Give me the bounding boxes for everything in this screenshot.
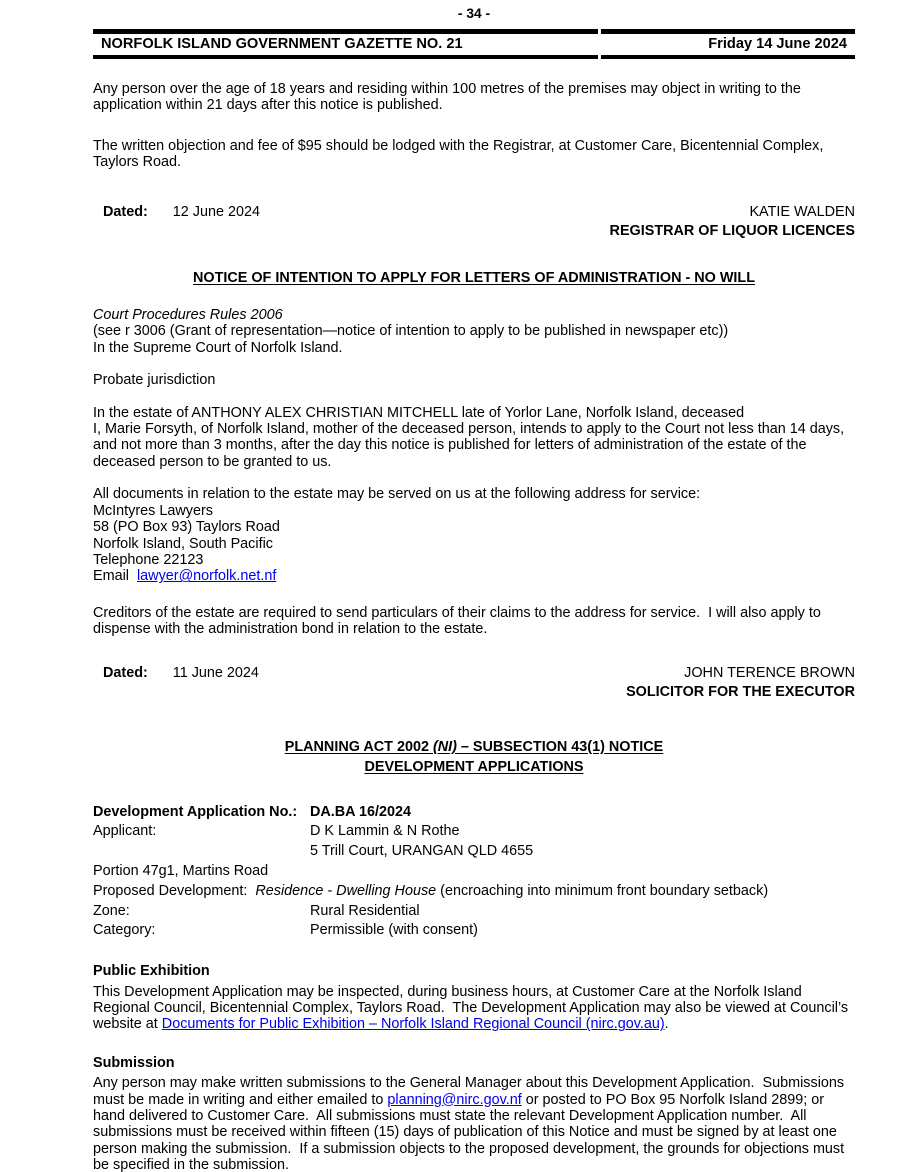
zone-row — [93, 902, 855, 922]
court-rules-block — [93, 307, 855, 356]
service-address-line: McIntyres Lawyers — [93, 502, 213, 519]
creditors-paragraph: Creditors of the estate are required to send particulars of their claims to the address for service. I will also apply to dispense with the administration bond in relation to the estate. — [93, 604, 825, 638]
service-address-intro: All documents in relation to the estate may be served on us at the following address for service: — [93, 486, 701, 503]
service-address-block — [93, 486, 855, 584]
liquor-signature-block — [93, 203, 855, 242]
court-rules-title: Court Procedures Rules 2006 — [93, 307, 283, 324]
public-exhibition-heading: Public Exhibition — [93, 963, 210, 980]
solicitor-signature-block — [93, 664, 855, 703]
liquor-signatory-name: KATIE WALDEN — [749, 203, 855, 220]
proposed-development-label: Proposed Development: — [93, 882, 256, 899]
applicant-value — [310, 822, 855, 862]
planning-act-heading: PLANNING ACT 2002 (NI) – SUBSECTION 43(1) NOTICE — [284, 738, 664, 755]
administration-intent-paragraph: I, Marie Forsyth, of Norfolk Island, mother of the deceased person, intends to apply to the Court not less than 14 days, and not more than 3 months, after the day this notice is published for letters of administration of the estate of the deceased person to be granted to us. — [93, 421, 849, 470]
proposed-development-line — [93, 882, 855, 902]
liquor-dated-row — [93, 203, 855, 223]
dated-label: Dated: — [103, 203, 148, 220]
proposed-development-note: (encroaching into minimum front boundary setback) — [436, 882, 769, 899]
development-applications-heading: DEVELOPMENT APPLICATIONS — [364, 758, 584, 775]
zone-value: Rural Residential — [310, 902, 420, 919]
supreme-court-line: In the Supreme Court of Norfolk Island. — [93, 339, 343, 356]
applicant-row — [93, 822, 855, 862]
submission-heading: Submission — [93, 1054, 175, 1071]
solicitor-dated-row — [93, 664, 855, 684]
da-number-value: DA.BA 16/2024 — [310, 803, 412, 820]
dated-value: 12 June 2024 — [172, 203, 261, 220]
probate-jurisdiction-line: Probate jurisdiction — [93, 372, 216, 389]
solicitor-signatory-name: JOHN TERENCE BROWN — [684, 664, 855, 681]
administration-notice-heading: NOTICE OF INTENTION TO APPLY FOR LETTERS OF ADMINISTRATION - NO WILL — [192, 269, 756, 286]
submission-email-link[interactable]: planning@nirc.gov.nf — [387, 1091, 522, 1108]
category-row — [93, 921, 855, 941]
liquor-objection-paragraph: Any person over the age of 18 years and residing within 100 metres of the premises may object in writing to the application within 21 days after this notice is published. — [93, 81, 805, 114]
applicant-address: 5 Trill Court, URANGAN QLD 4655 — [310, 843, 534, 860]
da-number-row — [93, 803, 855, 823]
portion-line: Portion 47g1, Martins Road — [93, 862, 269, 879]
liquor-fee-paragraph: The written objection and fee of $95 should be lodged with the Registrar, at Customer Care, Bicentennial Complex, Taylors Road. — [93, 137, 828, 171]
applicant-name: D K Lammin & N Rothe — [310, 823, 460, 840]
da-number-label: Development Application No.: — [93, 803, 298, 820]
estate-block — [93, 405, 855, 471]
page-number: - 34 - — [457, 6, 491, 21]
service-address-line: Norfolk Island, South Pacific — [93, 535, 273, 552]
dated-line — [93, 203, 260, 223]
email-label: Email — [93, 568, 137, 585]
public-exhibition-link[interactable]: Documents for Public Exhibition – Norfolk Island Regional Council (nirc.gov.au) — [161, 1016, 665, 1033]
liquor-signatory-title: REGISTRAR OF LIQUOR LICENCES — [609, 223, 855, 240]
development-application-details — [93, 803, 855, 942]
applicant-label: Applicant: — [93, 823, 157, 840]
gazette-header — [93, 29, 855, 59]
public-exhibition-paragraph: This Development Application may be inspected, during business hours, at Customer Care at the Norfolk Island Regional Council, Bicentennial Complex, Taylors Road. The Development Application may also be viewed at Council’s website at Documents for Public Exhibition – Norfolk Island Regional Council (nirc.gov.au). — [93, 983, 853, 1033]
gazette-date: Friday 14 June 2024 — [601, 29, 855, 59]
service-address-line: 58 (PO Box 93) Taylors Road — [93, 519, 280, 536]
service-address-line: Telephone 22123 — [93, 551, 204, 568]
submission-paragraph: Any person may make written submissions to the General Manager about this Development Application. Submissions must be made in writing and either emailed to planning@nirc.gov.nf or posted to PO Box 95 Norfolk Island 2899; or hand delivered to Customer Care. All submissions must state the relevant Development Application number. All submissions must be received within fifteen (15) days of publication of this Notice and must be signed by at least one person making the submission. If a submission objects to the proposed development, the grounds for objections must be specified in the submission. — [93, 1075, 849, 1172]
court-rules-note: (see r 3006 (Grant of representation—notice of intention to apply to be published in newspaper etc)) — [93, 323, 729, 340]
email-line — [93, 568, 855, 584]
zone-label: Zone: — [93, 902, 130, 919]
solicitor-signatory-title: SOLICITOR FOR THE EXECUTOR — [626, 684, 855, 701]
dated-label: Dated: — [103, 664, 148, 681]
category-value: Permissible (with consent) — [310, 922, 478, 939]
category-label: Category: — [93, 922, 156, 939]
proposed-development-value: Residence - Dwelling House — [255, 882, 437, 899]
gazette-title: NORFOLK ISLAND GOVERNMENT GAZETTE NO. 21 — [93, 29, 598, 59]
dated-value: 11 June 2024 — [172, 664, 259, 681]
estate-line: In the estate of ANTHONY ALEX CHRISTIAN MITCHELL late of Yorlor Lane, Norfolk Island, deceased — [93, 404, 745, 421]
email-link[interactable]: lawyer@norfolk.net.nf — [136, 568, 277, 585]
dated-line — [93, 664, 259, 684]
